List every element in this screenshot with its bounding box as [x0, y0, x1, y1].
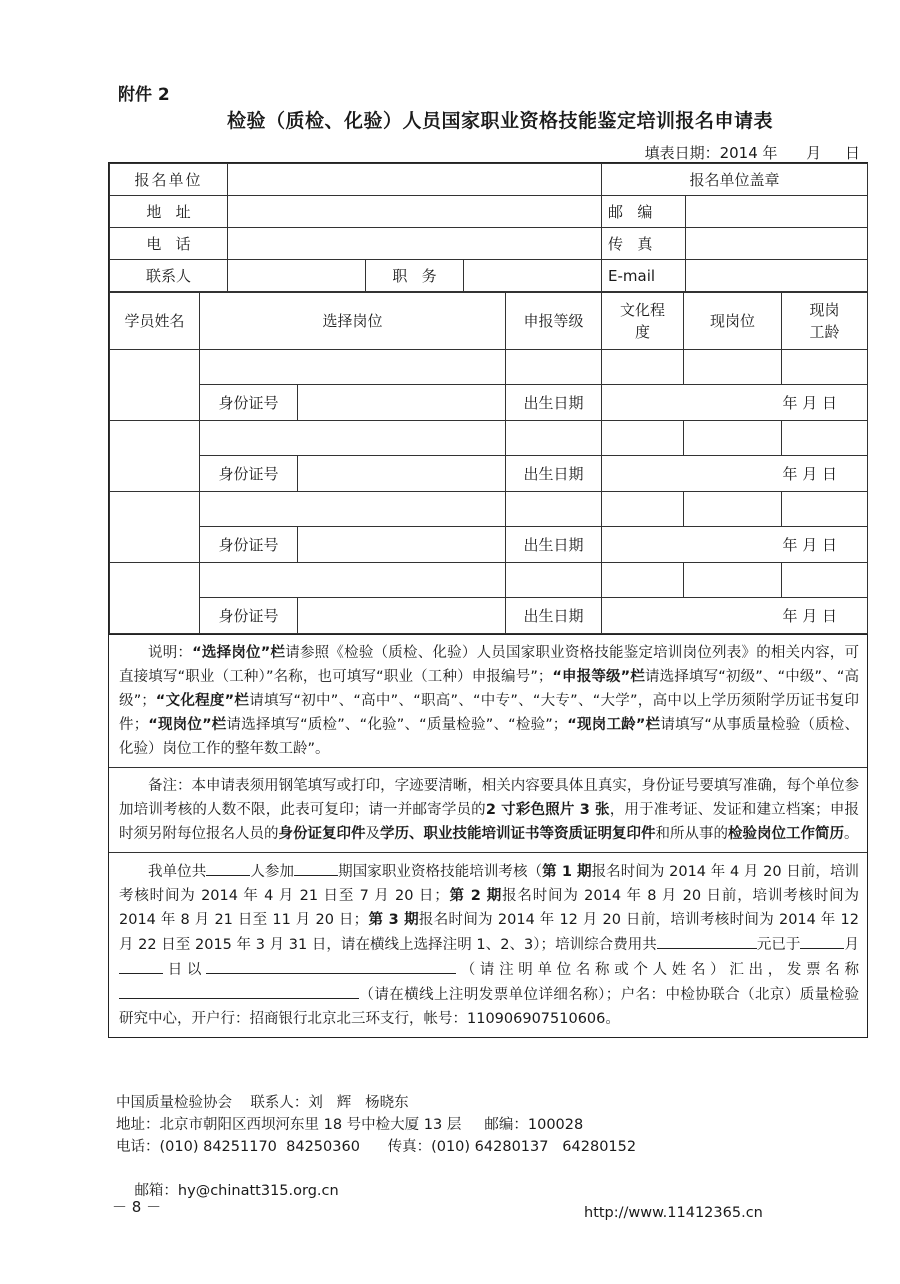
- footer-address: 地址：北京市朝阳区西坝河东里 18 号中检大厦 13 层 邮编：100028: [116, 1117, 584, 1133]
- student-name-cell[interactable]: [110, 421, 200, 492]
- student-level-cell[interactable]: [506, 563, 602, 598]
- page-number: － 8 －: [112, 1198, 162, 1216]
- id-field[interactable]: [298, 598, 506, 634]
- id-label: 身份证号: [200, 385, 298, 421]
- note-text: 备注：本申请表须用钢笔填写或打印，字迹要清晰，相关内容要具体且真实，身份证号要填写准确，每个单位参加培训考核的人数不限，此表可复印；请一并邮寄学员的: [119, 778, 859, 818]
- note-text: 人参加: [250, 864, 295, 880]
- id-field[interactable]: [298, 456, 506, 492]
- id-label: 身份证号: [200, 456, 298, 492]
- note-bold: 第 2 期: [448, 888, 503, 904]
- footer-email[interactable]: 邮箱：hy@chinatt315.org.cn: [134, 1183, 339, 1199]
- birth-label: 出生日期: [506, 598, 602, 634]
- fax-label: 传 真: [602, 228, 686, 260]
- student-current-post-cell[interactable]: [684, 492, 782, 527]
- note-text: 元已于: [756, 937, 801, 953]
- phone-label: 电 话: [110, 228, 228, 260]
- student-name-cell[interactable]: [110, 350, 200, 421]
- postcode-field[interactable]: [686, 196, 868, 228]
- student-current-post-cell[interactable]: [684, 350, 782, 385]
- note-text: 月: [844, 937, 860, 953]
- footer-phone: 电话：(010) 84251170 84250360 传真：(010) 64280137 64280152: [116, 1139, 637, 1155]
- note-bold: 学历、职业技能培训证书等资质证明复印件: [380, 826, 656, 842]
- birth-label: 出生日期: [506, 385, 602, 421]
- note-bold: “申报等级”栏: [552, 669, 646, 685]
- student-name-cell[interactable]: [110, 563, 200, 634]
- footer: [116, 1092, 876, 1246]
- id-label: 身份证号: [200, 527, 298, 563]
- student-years-cell[interactable]: [782, 492, 868, 527]
- seal-label: 报名单位盖章: [602, 164, 868, 196]
- header-education: 文化程度: [602, 293, 684, 350]
- student-post-cell[interactable]: [200, 421, 506, 456]
- student-level-cell[interactable]: [506, 492, 602, 527]
- student-post-cell[interactable]: [200, 350, 506, 385]
- note-bold: “现岗工龄”栏: [567, 717, 661, 733]
- student-years-cell[interactable]: [782, 563, 868, 598]
- fee-blank[interactable]: [657, 932, 757, 949]
- note-text: 报名时间为 2014 年 4 月 20 日前，培训考核时间为 2014 年 4 月 21 日至 7 月 20 日；: [119, 864, 860, 904]
- id-field[interactable]: [298, 385, 506, 421]
- header-current-post: 现岗位: [684, 293, 782, 350]
- explanation-note: [109, 634, 867, 767]
- unit-field[interactable]: [228, 164, 602, 196]
- period-blank[interactable]: [294, 859, 338, 876]
- birth-date-field[interactable]: 年 月 日: [602, 385, 868, 421]
- note-text: 请填写“从事质量检验（质检、化验）岗位工作的整年数工龄”。: [119, 717, 860, 757]
- note-text: 报名时间为 2014 年 12 月 20 日前，培训考核时间为 2014 年 12 月 22 日至 2015 年 3 月 31 日，请在横线上选择注明 1、2、3）；培训综合费用共: [119, 912, 859, 953]
- birth-date-field[interactable]: 年 月 日: [602, 527, 868, 563]
- note-bold: 检验岗位工作简历: [728, 826, 844, 842]
- birth-date-field[interactable]: 年 月 日: [602, 598, 868, 634]
- note-text: 期国家职业资格技能培训考核（: [338, 864, 543, 880]
- note-text: 说明：: [148, 645, 193, 661]
- note-bold: “选择岗位”栏: [192, 645, 286, 661]
- note-text: ，用于准考证、发证和建立档案；申报时须另附每位报名人员的: [119, 802, 860, 842]
- address-label: 地 址: [110, 196, 228, 228]
- student-education-cell[interactable]: [602, 421, 684, 456]
- note-text: 。: [844, 826, 859, 842]
- month-blank[interactable]: [800, 932, 844, 949]
- header-level: 申报等级: [506, 293, 602, 350]
- header-current-years: 现岗工龄: [782, 293, 868, 350]
- note-text: 及: [365, 826, 380, 842]
- fax-field[interactable]: [686, 228, 868, 260]
- invoice-name-blank[interactable]: [119, 982, 359, 999]
- note-bold: “现岗位”栏: [148, 717, 227, 733]
- id-field[interactable]: [298, 527, 506, 563]
- note-bold: 第 1 期: [542, 864, 592, 880]
- student-education-cell[interactable]: [602, 350, 684, 385]
- note-text: 日以: [163, 962, 207, 978]
- note-text: 和所从事的: [655, 826, 728, 842]
- student-education-cell[interactable]: [602, 492, 684, 527]
- fill-date: 填表日期：2014 年 月 日: [644, 144, 860, 162]
- student-level-cell[interactable]: [506, 421, 602, 456]
- footer-website-link[interactable]: http://www.11412365.cn: [584, 1205, 763, 1221]
- position-field[interactable]: [464, 260, 602, 292]
- header-name: 学员姓名: [110, 293, 200, 350]
- note-text: （请注明单位名称或个人姓名）汇出，发票名称: [456, 962, 859, 978]
- note-text: 请选择填写“质检”、“化验”、“质量检验”、“检验”；: [226, 717, 568, 733]
- note-text: （请在横线上注明发票单位详细名称）；户名：中检协联合（北京）质量检验研究中心，开户行：招商银行北京北三环支行，帐号：110906907510606。: [119, 987, 859, 1027]
- application-form: [108, 162, 868, 1038]
- note-text: 报名时间为 2014 年 8 月 20 日前，培训考核时间为 2014 年 8 月 21 日至 11 月 20 日；: [119, 888, 860, 928]
- student-level-cell[interactable]: [506, 350, 602, 385]
- student-years-cell[interactable]: [782, 421, 868, 456]
- student-current-post-cell[interactable]: [684, 563, 782, 598]
- remark-note: [109, 767, 867, 852]
- postcode-label: 邮 编: [602, 196, 686, 228]
- student-post-cell[interactable]: [200, 563, 506, 598]
- email-field[interactable]: [686, 260, 868, 292]
- note-text: 请填写“初中”、“高中”、“职高”、“中专”、“大专”、“大学”，高中以上学历须附学历证书复印件；: [119, 693, 860, 733]
- note-bold: 身份证复印件: [278, 826, 366, 842]
- contact-label: 联系人: [110, 260, 228, 292]
- students-table: [109, 292, 868, 634]
- participants-blank[interactable]: [206, 859, 250, 876]
- attachment-label: 附件 2: [118, 85, 170, 105]
- student-name-cell[interactable]: [110, 492, 200, 563]
- student-post-cell[interactable]: [200, 492, 506, 527]
- form-title: 检验（质检、化验）人员国家职业资格技能鉴定培训报名申请表: [226, 110, 773, 132]
- note-bold: 2 寸彩色照片 3 张: [485, 802, 610, 818]
- registration-note: [109, 852, 867, 1037]
- footer-contact: 中国质量检验协会 联系人：刘 辉 杨晓东: [116, 1095, 409, 1111]
- student-years-cell[interactable]: [782, 350, 868, 385]
- birth-date-field[interactable]: 年 月 日: [602, 456, 868, 492]
- birth-label: 出生日期: [506, 527, 602, 563]
- remitter-blank[interactable]: [206, 957, 456, 974]
- header-post: 选择岗位: [200, 293, 506, 350]
- student-current-post-cell[interactable]: [684, 421, 782, 456]
- note-text: 请选择填写“初级”、“中级”、“高级”；: [119, 669, 860, 709]
- email-label: E-mail: [602, 260, 686, 292]
- student-education-cell[interactable]: [602, 563, 684, 598]
- contact-field[interactable]: [228, 260, 366, 292]
- unit-info-table: [109, 163, 868, 292]
- day-blank[interactable]: [119, 957, 163, 974]
- note-text: 我单位共: [148, 864, 207, 880]
- birth-label: 出生日期: [506, 456, 602, 492]
- note-bold: 第 3 期: [368, 912, 419, 928]
- id-label: 身份证号: [200, 598, 298, 634]
- unit-label: 报名单位: [110, 164, 228, 196]
- note-bold: “文化程度”栏: [155, 693, 250, 709]
- address-field[interactable]: [228, 196, 602, 228]
- note-text: 请参照《检验（质检、化验）人员国家职业资格技能鉴定培训岗位列表》的相关内容，可直接填写“职业（工种）”名称，也可填写“职业（工种）申报编号”；: [119, 645, 860, 685]
- footer-email-row: [116, 1158, 876, 1246]
- position-label: 职 务: [366, 260, 464, 292]
- phone-field[interactable]: [228, 228, 602, 260]
